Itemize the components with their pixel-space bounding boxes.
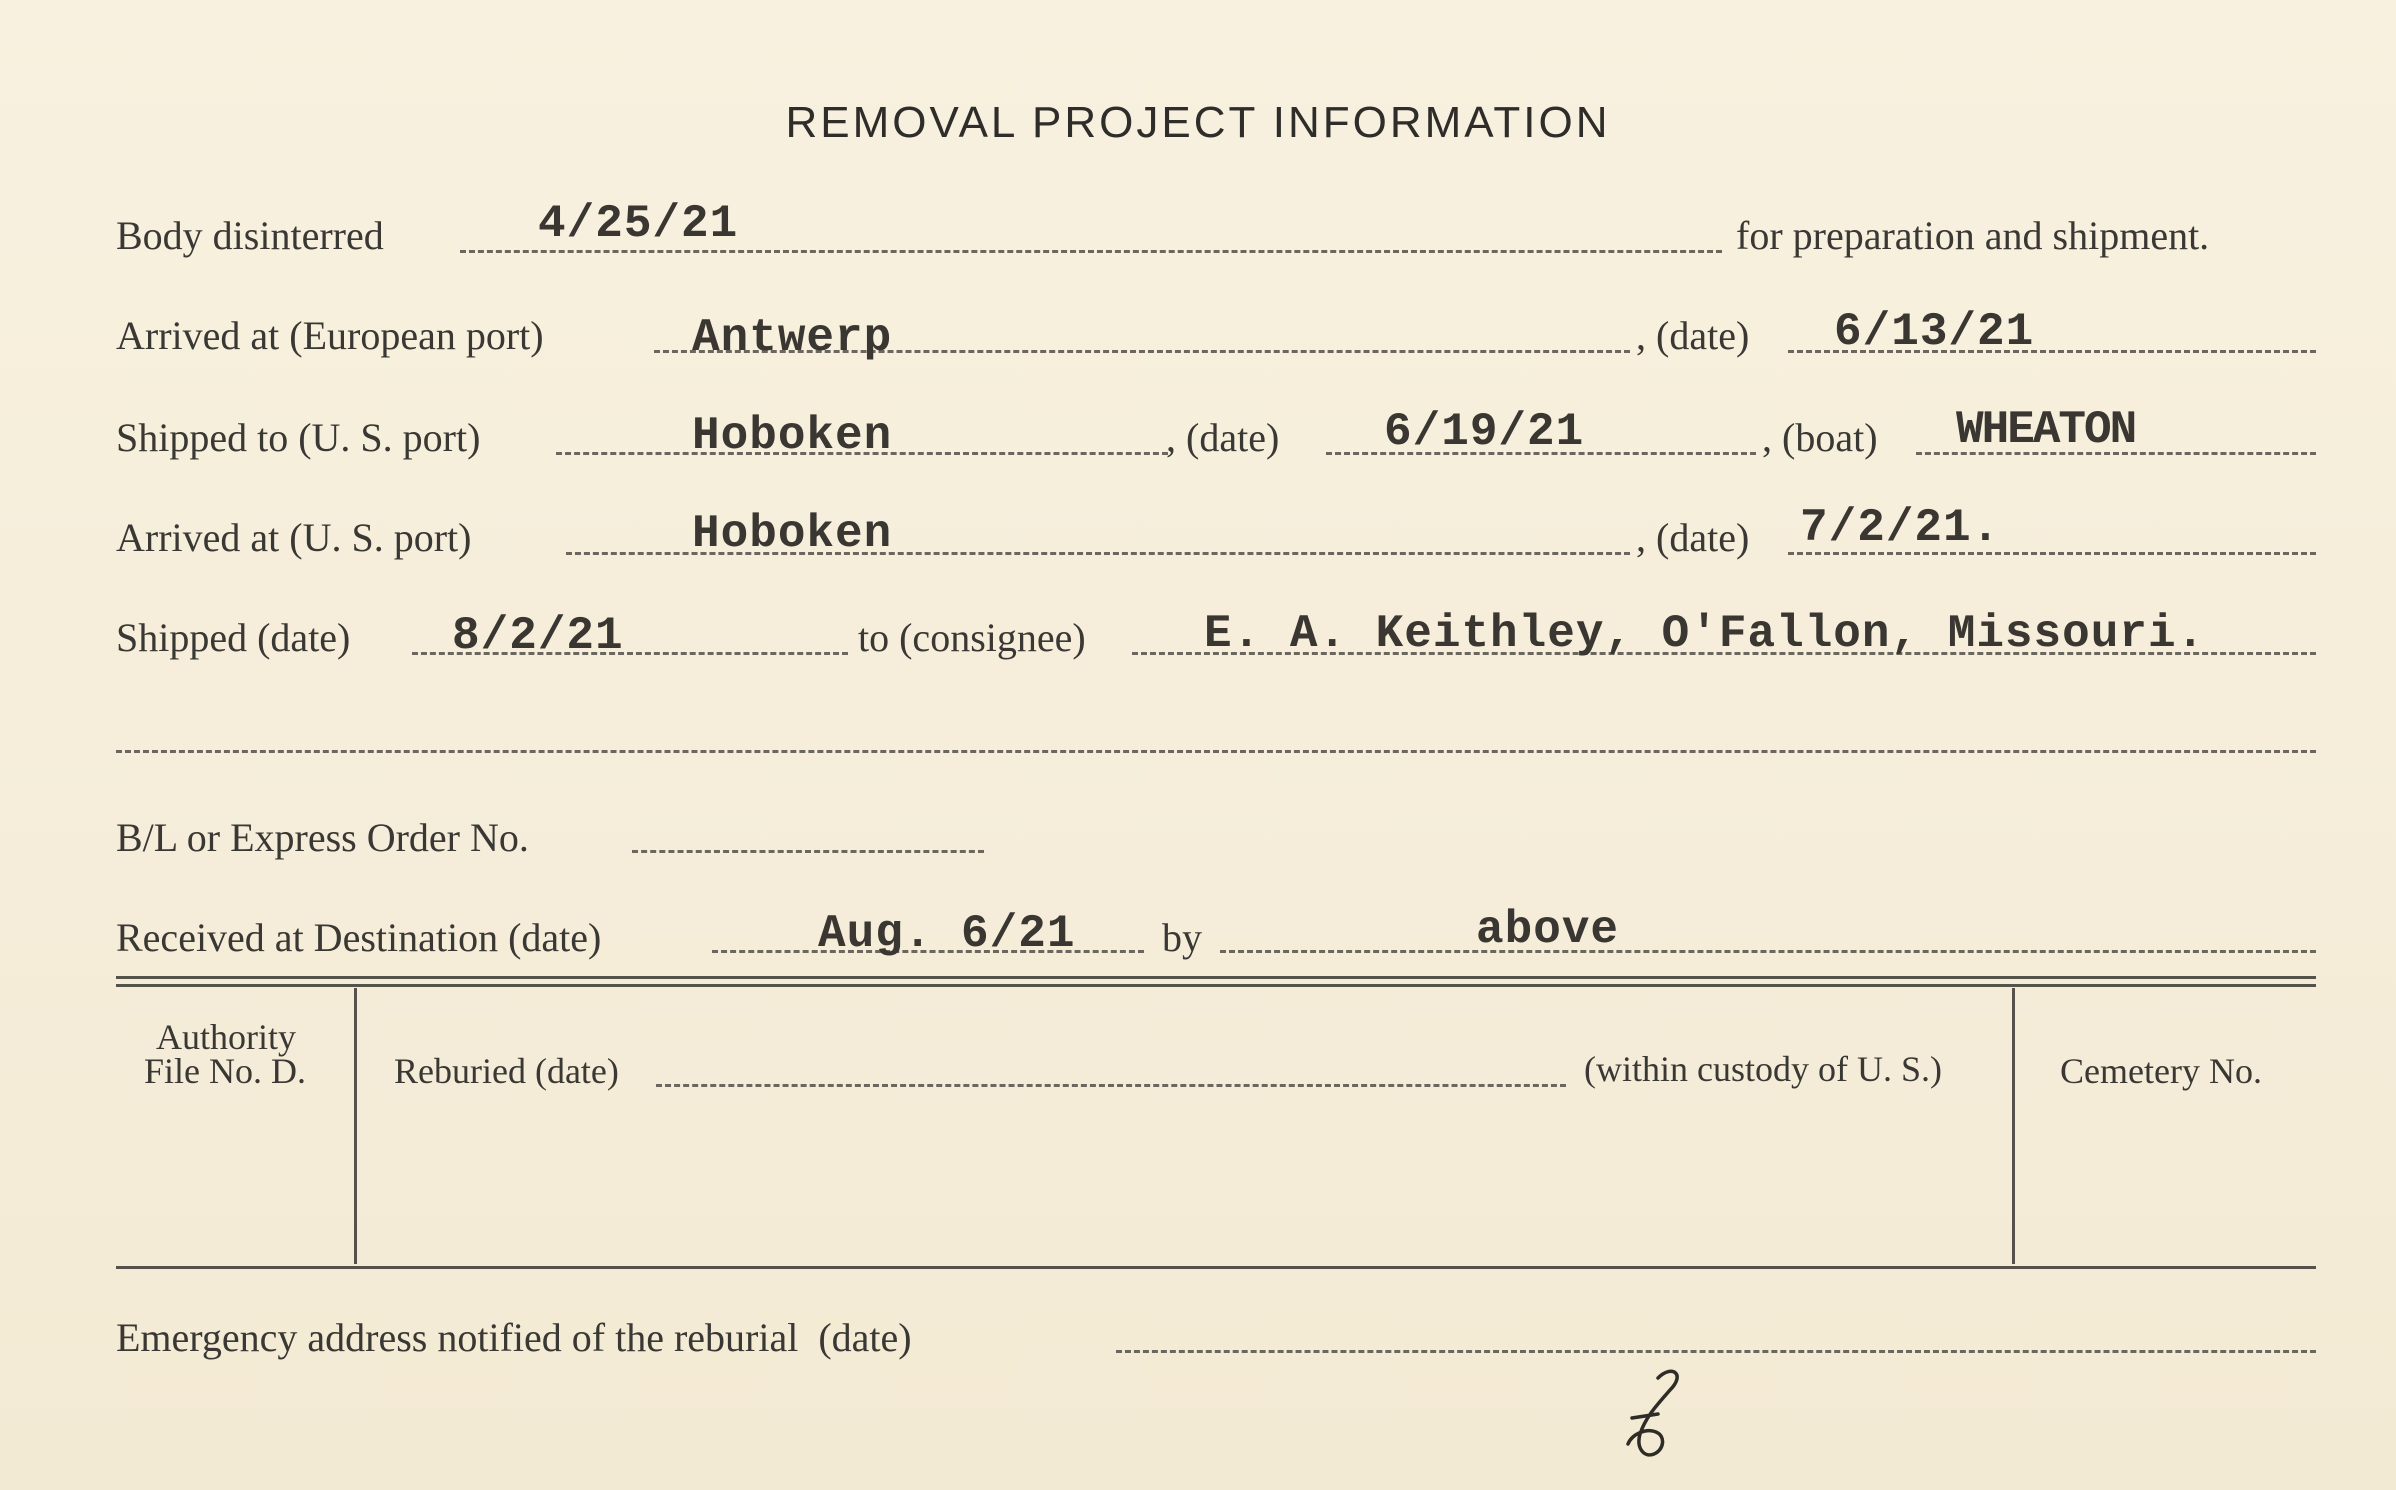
reburied-label: Reburied (date): [394, 1051, 619, 1091]
cemetery-label: Cemetery No.: [2060, 1051, 2262, 1091]
custody-label: (within custody of U. S.): [1584, 1049, 1942, 1089]
us-port-arrived-value: Hoboken: [692, 508, 893, 560]
bl-order-label: B/L or Express Order No.: [116, 815, 529, 860]
boat-value: WHEATON: [1956, 404, 2136, 456]
authority-label-line1: Authority: [156, 1017, 296, 1057]
emergency-line: [1116, 1350, 2316, 1353]
received-value: Aug. 6/21: [818, 908, 1076, 960]
us-arrived-date-value: 7/2/21.: [1800, 502, 2001, 554]
body-disinterred-value: 4/25/21: [538, 198, 739, 250]
consignee-label: to (consignee): [858, 615, 1086, 660]
handwritten-initial-mark: [1610, 1360, 1690, 1470]
european-port-label: Arrived at (European port): [116, 313, 544, 358]
us-port-shipped-value: Hoboken: [692, 410, 893, 462]
european-port-value: Antwerp: [692, 312, 893, 364]
european-date-value: 6/13/21: [1834, 306, 2035, 358]
body-disinterred-line: [460, 250, 1722, 253]
bl-order-line: [632, 850, 984, 853]
table-bottom-rule: [116, 1266, 2316, 1269]
us-port-arrived-label: Arrived at (U. S. port): [116, 515, 472, 560]
body-disinterred-suffix: for preparation and shipment.: [1736, 213, 2210, 258]
received-by-label: by: [1162, 915, 1202, 960]
us-shipped-date-label: , (date): [1166, 415, 1280, 460]
authority-label-line2: File No. D.: [144, 1051, 306, 1091]
shipped-date-label: Shipped (date): [116, 615, 351, 660]
us-port-shipped-label: Shipped to (U. S. port): [116, 415, 481, 460]
received-by-value: above: [1476, 904, 1620, 956]
page-title: REMOVAL PROJECT INFORMATION: [785, 98, 1611, 147]
boat-label: , (boat): [1762, 415, 1878, 460]
consignee-value: E. A. Keithley, O'Fallon, Missouri.: [1204, 608, 2206, 660]
table-top-rule-1: [116, 976, 2316, 979]
emergency-label: Emergency address notified of the reburial (date): [116, 1315, 912, 1360]
european-date-label: , (date): [1636, 313, 1750, 358]
table-divider-left: [354, 988, 357, 1264]
table-top-rule-2: [116, 984, 2316, 987]
table-divider-right: [2012, 988, 2015, 1264]
us-shipped-date-value: 6/19/21: [1384, 406, 1585, 458]
shipped-date-value: 8/2/21: [452, 610, 624, 662]
reburied-line: [656, 1084, 1566, 1087]
body-disinterred-label: Body disinterred: [116, 213, 384, 258]
received-label: Received at Destination (date): [116, 915, 602, 960]
us-arrived-date-label: , (date): [1636, 515, 1750, 560]
received-by-line: [1220, 950, 2316, 953]
continuation-line: [116, 750, 2316, 753]
